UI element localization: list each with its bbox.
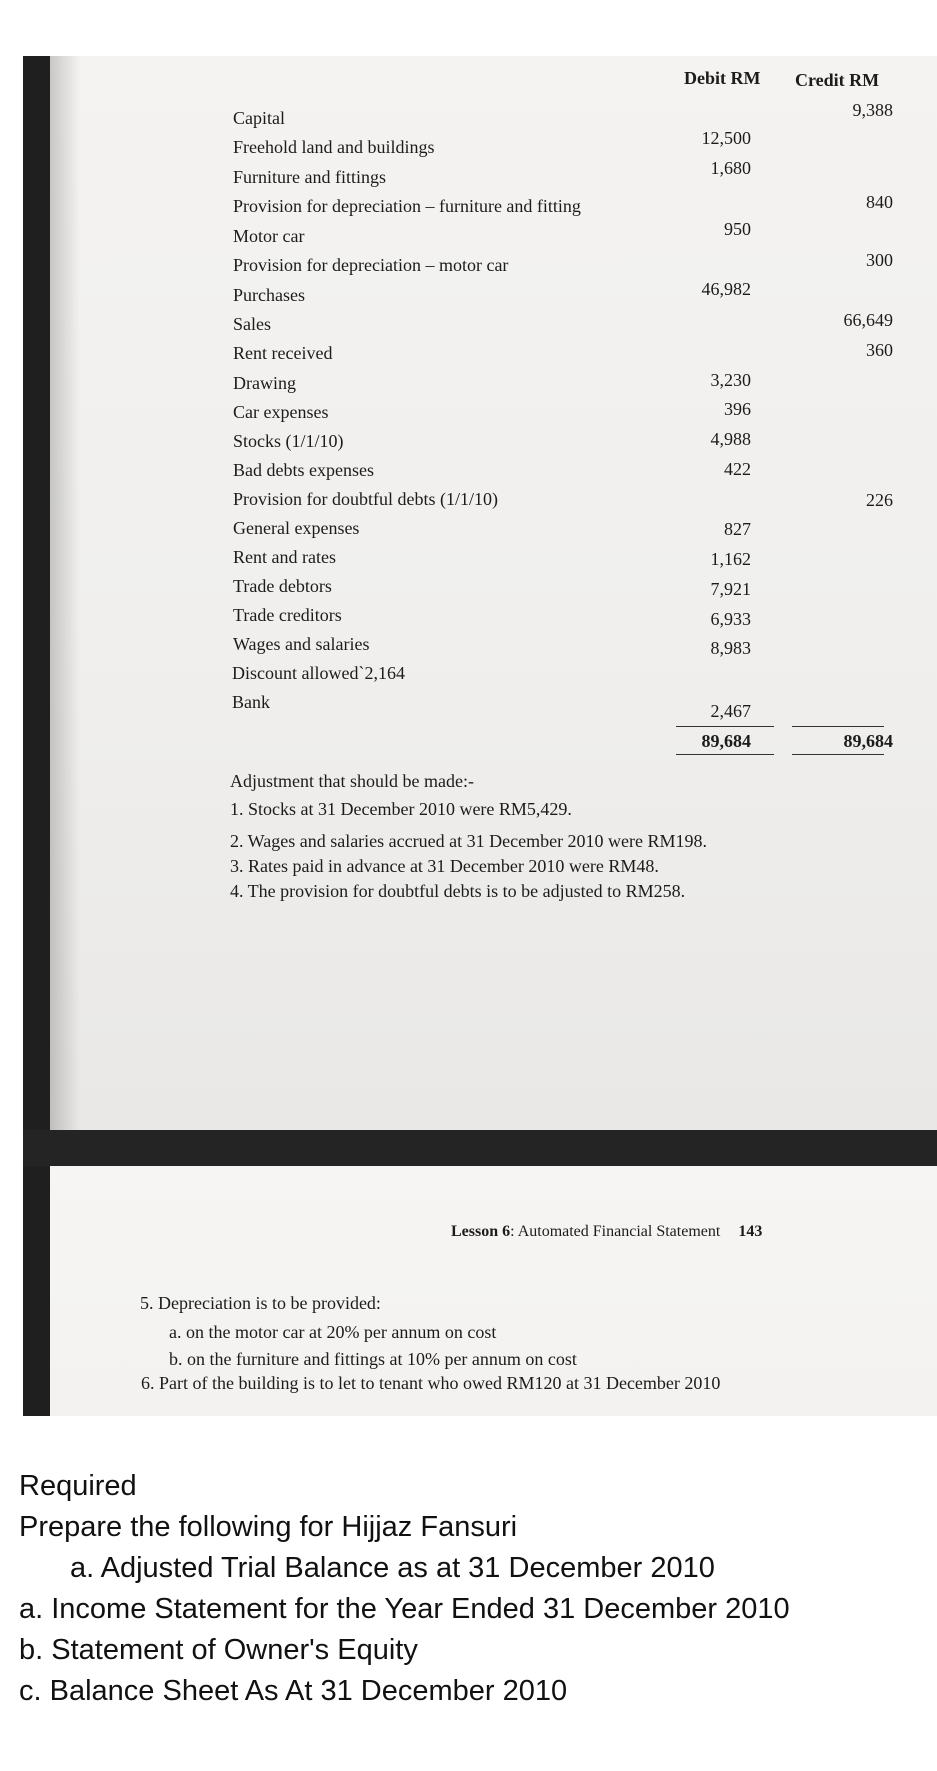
credit-total-underline (792, 754, 884, 755)
table-row (0, 663, 937, 691)
debit-amount: 3,230 (710, 370, 751, 390)
question-prompt: Prepare the following for Hijjaz Fansuri (19, 1511, 518, 1543)
account-name: Wages and salaries (233, 634, 370, 654)
account-name: Provision for doubtful debts (1/1/10) (233, 489, 498, 509)
debit-amount: 2,467 (710, 701, 751, 721)
credit-amount: 840 (866, 192, 893, 212)
account-name: Bad debts expenses (233, 460, 374, 480)
account-name: Trade creditors (233, 605, 342, 625)
lesson-header (451, 1223, 762, 1241)
table-row (0, 399, 937, 430)
debit-amount: 7,921 (710, 579, 751, 599)
debit-amount: 422 (724, 459, 751, 479)
adjustment-item: 2. Wages and salaries accrued at 31 December 2010 were RM198. (230, 831, 708, 851)
account-name: Drawing (233, 373, 296, 393)
debit-amount: 6,933 (710, 609, 751, 629)
photo-gap (23, 1130, 937, 1166)
account-name: Freehold land and buildings (233, 137, 435, 157)
adjustment-item-5: 5. Depreciation is to be provided: (140, 1293, 381, 1313)
table-row (0, 192, 937, 224)
table-row (0, 547, 937, 575)
account-name: Motor car (233, 226, 305, 246)
lesson-number: Lesson 6 (451, 1223, 511, 1240)
account-name: Trade debtors (233, 576, 332, 596)
credit-total-rule (792, 726, 884, 727)
table-row (0, 489, 937, 517)
credit-amount: 226 (866, 490, 893, 510)
account-name: Purchases (233, 285, 305, 305)
account-name: Furniture and fittings (233, 167, 386, 187)
debit-total-underline (676, 754, 774, 755)
debit-amount: 12,500 (701, 128, 751, 148)
adjustment-item-5b: b. on the furniture and fittings at 10% per annum on cost (169, 1349, 577, 1369)
adjustments-heading: Adjustment that should be made:- (230, 771, 474, 791)
question-item: b. Statement of Owner's Equity (19, 1634, 418, 1666)
account-name: Rent received (233, 343, 333, 363)
account-name: Provision for depreciation – furniture and fitting (233, 196, 581, 216)
account-name: General expenses (233, 518, 360, 538)
credit-amount: 300 (866, 250, 893, 270)
table-row (0, 576, 937, 604)
table-row (0, 431, 937, 459)
account-name: Stocks (1/1/10) (233, 431, 344, 451)
lesson-title: : Automated Financial Statement (510, 1223, 721, 1240)
question-item: a. Income Statement for the Year Ended 31 December 2010 (19, 1593, 790, 1625)
account-name: Capital (233, 108, 285, 128)
adjustment-item: 4. The provision for doubtful debts is to be adjusted to RM258. (230, 881, 686, 901)
credit-header: Credit RM (795, 70, 880, 90)
debit-amount: 1,162 (710, 549, 751, 569)
table-row (0, 460, 937, 488)
credit-amount: 9,388 (852, 100, 893, 120)
debit-amount: 1,680 (710, 158, 751, 178)
table-row (0, 128, 937, 165)
account-name: Provision for depreciation – motor car (233, 255, 509, 275)
table-row (0, 219, 937, 254)
account-name: Sales (233, 314, 271, 334)
table-row (0, 518, 937, 546)
table-row (0, 279, 937, 313)
table-row (0, 605, 937, 633)
table-row (0, 100, 937, 136)
account-name: Bank (232, 692, 270, 712)
question-item: a. Adjusted Trial Balance as at 31 December 2010 (70, 1552, 715, 1584)
required-heading: Required (19, 1470, 137, 1502)
table-row (0, 340, 937, 371)
debit-amount: 950 (724, 219, 751, 239)
account-name: Discount allowed`2,164 (232, 663, 405, 683)
debit-amount: 396 (724, 399, 751, 419)
debit-amount: 8,983 (710, 638, 751, 658)
debit-amount: 46,982 (701, 279, 751, 299)
question-item: c. Balance Sheet As At 31 December 2010 (19, 1675, 568, 1707)
debit-amount: 827 (724, 519, 751, 539)
credit-amount: 66,649 (843, 310, 893, 330)
credit-amount: 360 (866, 340, 893, 360)
account-name: Car expenses (233, 402, 329, 422)
credit-total: 89,684 (843, 731, 893, 751)
adjustment-item-6: 6. Part of the building is to let to tenant who owed RM120 at 31 December 2010 (141, 1373, 721, 1393)
table-row (0, 158, 937, 195)
debit-amount: 4,988 (710, 429, 751, 449)
table-row (0, 692, 937, 720)
adjustment-item: 3. Rates paid in advance at 31 December 2010 were RM48. (230, 856, 659, 876)
debit-total: 89,684 (701, 731, 751, 751)
debit-total-rule (676, 726, 774, 727)
adjustment-item: 1. Stocks at 31 December 2010 were RM5,429. (230, 799, 572, 819)
debit-header: Debit RM (684, 68, 761, 88)
adjustment-item-5a: a. on the motor car at 20% per annum on cost (169, 1322, 497, 1342)
table-row (0, 250, 937, 283)
page-number: 143 (738, 1223, 763, 1240)
table-row (0, 634, 937, 662)
table-row (0, 310, 937, 342)
table-row (0, 370, 937, 401)
account-name: Rent and rates (233, 547, 336, 567)
